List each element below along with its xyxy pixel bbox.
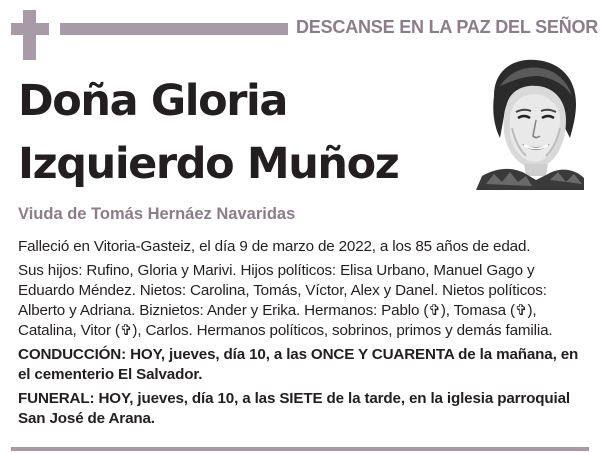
- deceased-cross-icon: ✞: [428, 302, 441, 319]
- bottom-divider: [11, 447, 589, 451]
- notice-body: [18, 237, 584, 433]
- deceased-cross-icon: ✞: [514, 302, 528, 319]
- header-title: DESCANSE EN LA PAZ DEL SEÑOR: [296, 17, 599, 37]
- portrait-photo-image: [476, 56, 584, 190]
- death-notice-text: Falleció en Vitoria-Gasteiz, el día 9 de marzo de 2022, a los 85 años de edad.: [18, 238, 531, 255]
- family-list-part-4: ), Carlos. Hermanos políticos, sobrinos, primos y demás familia.: [132, 322, 553, 339]
- conduction-text: CONDUCCIÓN: HOY, jueves, día 10, a las ONCE Y CUARENTA de la mañana, en el cementerio El Salvador.: [18, 346, 579, 383]
- cross-icon-horizontal: [11, 23, 49, 35]
- deceased-name-line-2: Izquierdo Muñoz: [18, 139, 399, 189]
- portrait-photo: [476, 56, 584, 190]
- cross-icon-vertical: [23, 10, 36, 60]
- family-list-part-1: Sus hijos: Rufino, Gloria y Marivi. Hijos políticos: Elisa Urbano, Manuel Gago y Eduardo Méndez. Nietos: Carolina, Tomás, Víctor, Alex y Danel. Nietos políticos: Alberto y Adriana. Biznietos: Ander y Erika. Hermanos: Pablo (: [18, 262, 547, 319]
- funeral-text: FUNERAL: HOY, jueves, día 10, a las SIETE de la tarde, en la iglesia parroquial San José de Arana.: [18, 390, 570, 427]
- widow-of: Viuda de Tomás Hernáez Navaridas: [18, 205, 296, 223]
- deceased-name-line-1: Doña Gloria: [18, 76, 287, 126]
- deceased-cross-icon: ✞: [119, 322, 133, 339]
- family-list-part-2: ), Tomasa (: [440, 302, 515, 319]
- header-divider: [60, 23, 288, 35]
- family-list-text: [18, 261, 584, 341]
- family-list-part-3: ), Catalina, Vitor (: [18, 302, 537, 339]
